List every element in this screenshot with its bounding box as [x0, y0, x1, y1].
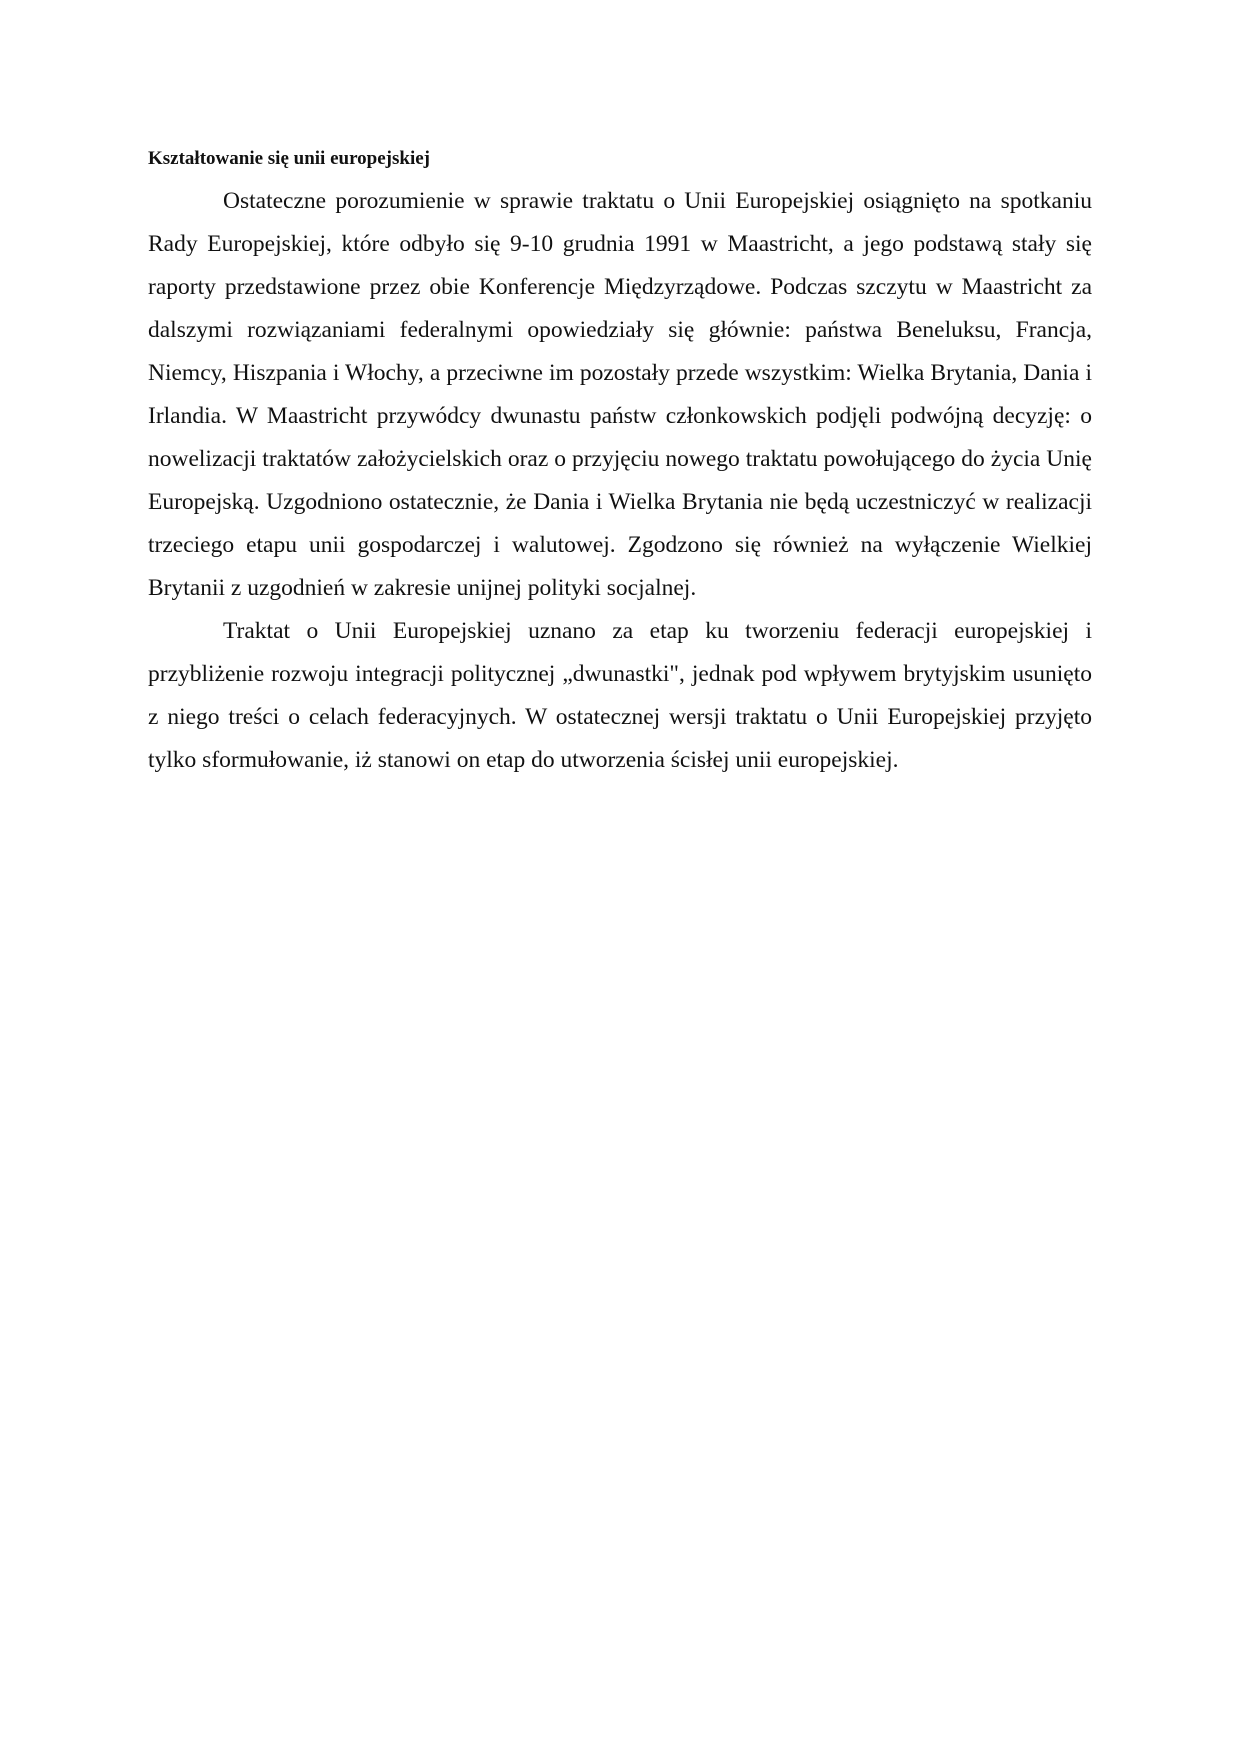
paragraph: Ostateczne porozumienie w sprawie traktatu o Unii Europejskiej osiągnięto na spotkaniu Rady Europejskiej, które odbyło się 9-10 grudnia 1991 w Maastricht, a jego podstawą stały się raporty przedstawione przez obie Konferencje Międzyrządowe. Podczas szczytu w Maastricht za dalszymi rozwiązaniami federalnymi opowiedziały się głównie: państwa Beneluksu, Francja, Niemcy, Hiszpania i Włochy, a przeciwne im pozostały przede wszystkim: Wielka Brytania, Dania i Irlandia. W Maastricht przywódcy dwunastu państw członkowskich podjęli podwójną decyzję: o nowelizacji traktatów założycielskich oraz o przyjęciu nowego traktatu powołującego do życia Unię Europejską. Uzgodniono ostatecznie, że Dania i Wielka Brytania nie będą uczestniczyć w realizacji trzeciego etapu unii gospodarczej i walutowej. Zgodzono się również na wyłączenie Wielkiej Brytanii z uzgodnień w zakresie unijnej polityki socjalnej.: [148, 188, 1092, 601]
paragraph: Traktat o Unii Europejskiej uznano za etap ku tworzeniu federacji europejskiej i przybliżenie rozwoju integracji politycznej „dwunastki", jednak pod wpływem brytyjskim usunięto z niego treści o celach federacyjnych. W ostatecznej wersji traktatu o Unii Europejskiej przyjęto tylko sformułowanie, iż stanowi on etap do utworzenia ścisłej unii europejskiej.: [148, 618, 1092, 773]
document-title: Kształtowanie się unii europejskiej: [148, 148, 431, 169]
document-body: [148, 144, 1092, 782]
